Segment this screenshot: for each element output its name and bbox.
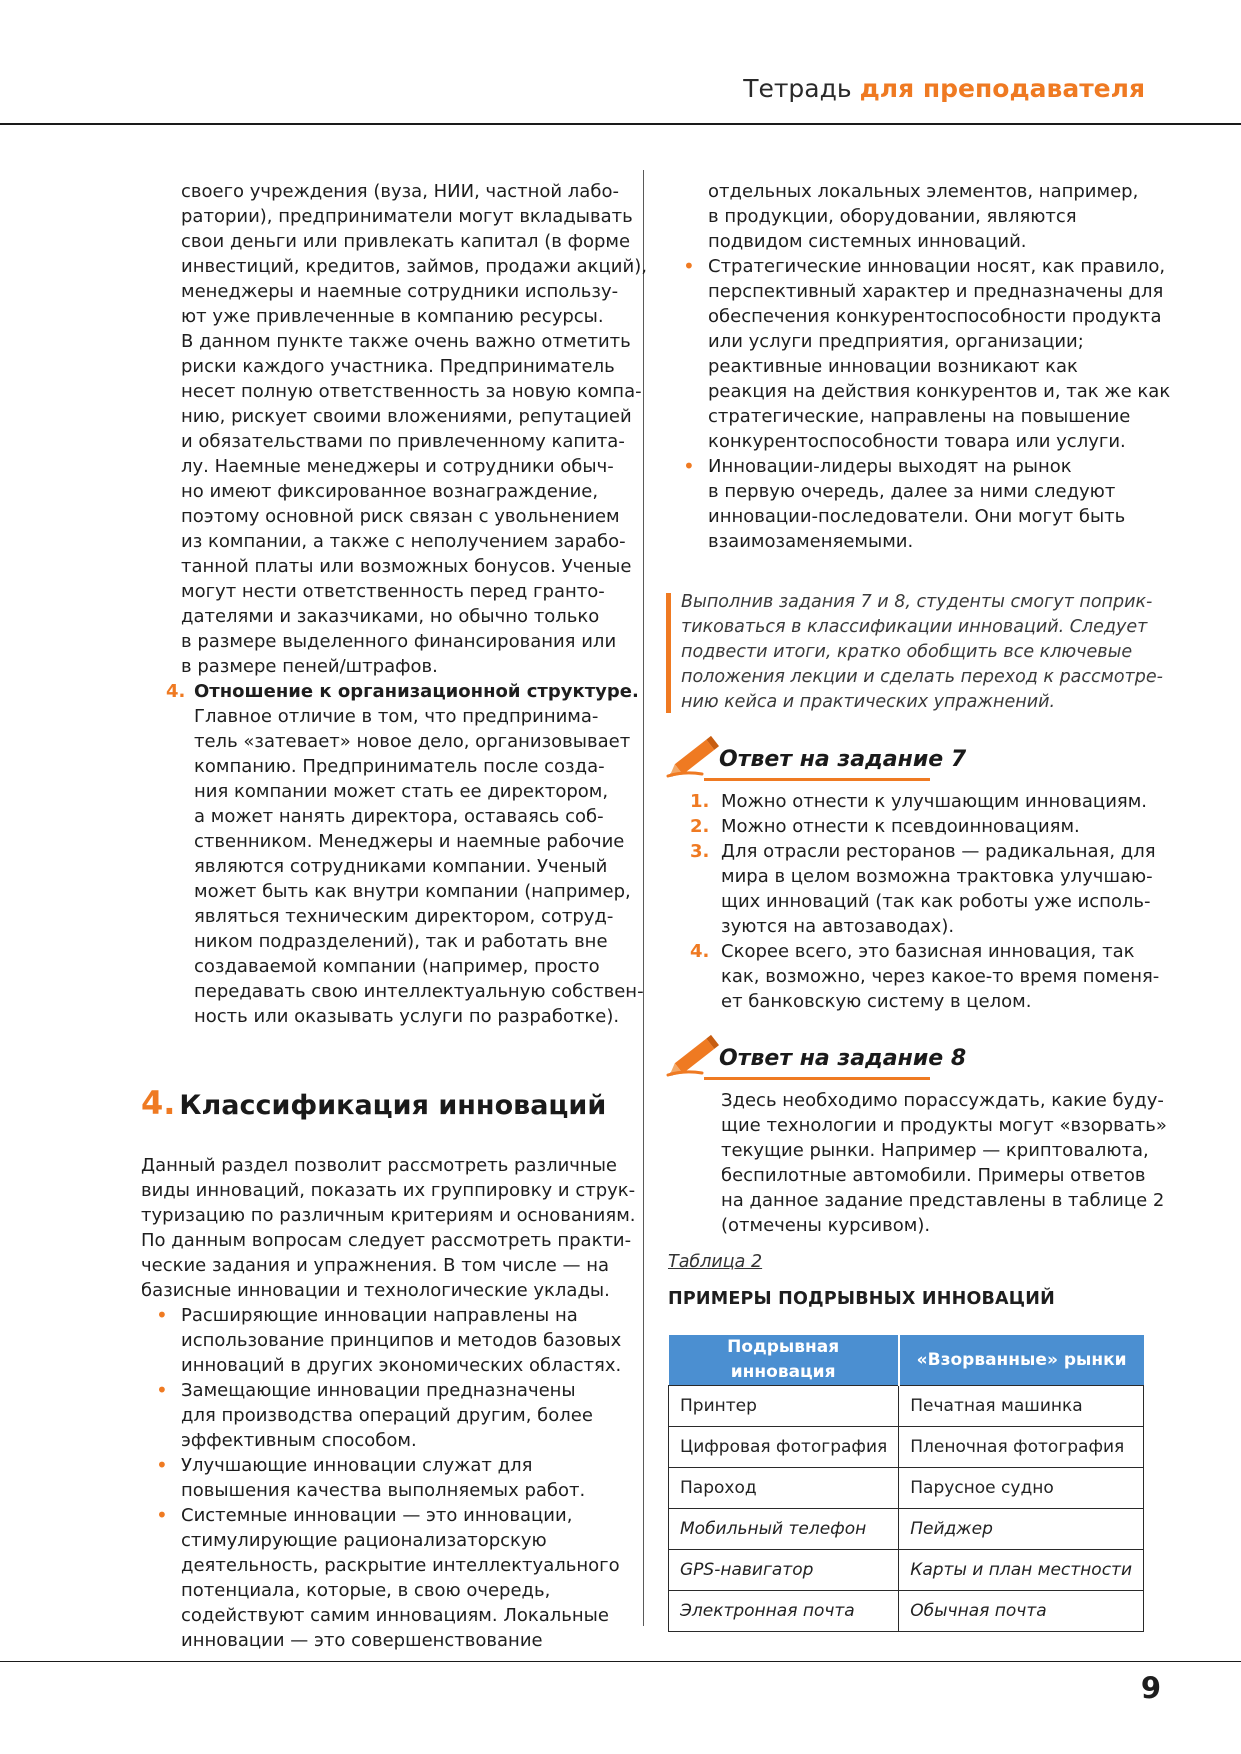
text-line: • Замещающие инновации предназначены <box>181 1380 576 1401</box>
text-line: ния компании может стать ее директором, <box>194 781 609 802</box>
text-line: деятельность, раскрытие интеллектуального <box>181 1555 620 1576</box>
answer-7-heading <box>668 737 1148 781</box>
table-header-row <box>669 1335 1144 1386</box>
text-line: в размере выделенного финансирования или <box>181 631 617 652</box>
table-cell: Пароход <box>669 1468 899 1509</box>
list-item <box>154 1503 629 1653</box>
table-cell: GPS-навигатор <box>669 1550 899 1591</box>
text-line: ником подразделений), так и работать вне <box>194 931 608 952</box>
table-cell: Обычная почта <box>899 1591 1144 1632</box>
text-line: компанию. Предприниматель после созда- <box>194 756 605 777</box>
table-cell: Парусное судно <box>899 1468 1144 1509</box>
text-line: тель «затевает» новое дело, организовывает <box>194 731 631 752</box>
item-number: 1. <box>690 791 710 812</box>
text-line: являться техническим директором, сотруд- <box>194 906 614 927</box>
column-divider <box>643 170 644 1626</box>
text-line: инвестиций, кредитов, займов, продажи акций), <box>181 256 647 277</box>
pencil-icon <box>666 1032 724 1078</box>
header-title-accent: для преподавателя <box>859 74 1145 103</box>
answer-item <box>668 939 1160 1014</box>
text-line: Можно отнести к улучшающим инновациям. <box>721 791 1148 812</box>
text-line: может быть как внутри компании (например, <box>194 881 631 902</box>
item-number: 4. <box>166 681 186 702</box>
text-line: инновации-последователи. Они могут быть <box>708 506 1126 527</box>
section-title: Классификация инноваций <box>179 1090 607 1121</box>
text-line: могут нести ответственность перед гранто- <box>181 581 605 602</box>
section-intro-paragraph <box>141 1153 636 1303</box>
item-number: 3. <box>690 841 710 862</box>
table-title: ПРИМЕРЫ ПОДРЫВНЫХ ИННОВАЦИЙ <box>668 1289 1055 1309</box>
column-header: «Взорванные» рынки <box>899 1335 1144 1386</box>
text-line: ственником. Менеджеры и наемные рабочие <box>194 831 625 852</box>
table-cell: Мобильный телефон <box>669 1509 899 1550</box>
text-line: Скорее всего, это базисная инновация, так <box>721 941 1135 962</box>
table-cell: Карты и план местности <box>899 1550 1144 1591</box>
text-line: ческие задания и упражнения. В том числе — на <box>141 1255 610 1276</box>
text-line: • Улучшающие инновации служат для <box>181 1455 533 1476</box>
text-line: ность или оказывать услуги по разработке). <box>194 1006 620 1027</box>
text-line: но имеют фиксированное вознаграждение, <box>181 481 599 502</box>
answer-8-title: Ответ на задание 8 <box>719 1046 967 1071</box>
text-line: стратегические, направлены на повышение <box>708 406 1131 427</box>
text-line: щие технологии и продукты могут «взорвать» <box>721 1115 1167 1136</box>
innovation-types-list <box>141 1303 629 1653</box>
list-item <box>154 1378 629 1453</box>
table-row <box>669 1468 1144 1509</box>
text-line: обеспечения конкурентоспособности продукта <box>708 306 1162 327</box>
text-line: Главное отличие в том, что предпринима- <box>194 706 599 727</box>
text-line: перспективный характер и предназначены для <box>708 281 1164 302</box>
text-line: поэтому основной риск связан с увольнением <box>181 506 620 527</box>
table-row <box>669 1427 1144 1468</box>
text-line: ратории), предприниматели могут вкладывать <box>181 206 633 227</box>
text-line: Для отрасли ресторанов — радикальная, для <box>721 841 1156 862</box>
answer-8-paragraph <box>668 1088 1167 1238</box>
text-line: • Стратегические инновации носят, как правило, <box>708 256 1166 277</box>
text-line: щих инноваций (так как роботы уже исполь- <box>721 891 1151 912</box>
text-line: в первую очередь, далее за ними следуют <box>708 481 1116 502</box>
text-line: По данным вопросам следует рассмотреть практи- <box>141 1230 632 1251</box>
text-line: виды инноваций, показать их группировку и струк- <box>141 1180 636 1201</box>
text-line: из компании, а также с неполучением зарабо- <box>181 531 626 552</box>
header-rule <box>0 123 1241 125</box>
text-line: взаимозаменяемыми. <box>708 531 914 552</box>
text-line: положения лекции и сделать переход к рассмотре- <box>681 667 1163 687</box>
text-line: являются сотрудниками компании. Ученый <box>194 856 608 877</box>
answer-7-list <box>668 789 1160 1014</box>
answer-item <box>668 839 1156 939</box>
table-cell: Цифровая фотография <box>669 1427 899 1468</box>
text-line: менеджеры и наемные сотрудники использу- <box>181 281 619 302</box>
table-cell: Печатная машинка <box>899 1386 1144 1427</box>
text-line: подвидом системных инноваций. <box>708 231 1027 252</box>
text-line: Можно отнести к псевдоинновациям. <box>721 816 1080 837</box>
column-header: Подрывная инновация <box>669 1335 899 1386</box>
text-line: как, возможно, через какое-то время поменя- <box>721 966 1160 987</box>
teacher-note <box>666 590 1163 715</box>
table-row <box>669 1386 1144 1427</box>
text-line: тиковаться в классификации инноваций. Следует <box>681 617 1148 637</box>
numbered-item-4 <box>141 679 644 1029</box>
list-item <box>681 454 1148 554</box>
item-number: 4. <box>690 941 710 962</box>
text-line: инновации — это совершенствование <box>181 1630 543 1651</box>
text-line: реакция на действия конкурентов и, так же как <box>708 381 1171 402</box>
text-line: танной платы или возможных бонусов. Ученые <box>181 556 632 577</box>
text-line: передавать свою интеллектуальную собствен- <box>194 981 644 1002</box>
text-line: В данном пункте также очень важно отметить <box>181 331 631 352</box>
table-row <box>669 1591 1144 1632</box>
heading-underline <box>704 778 930 781</box>
text-line: а может нанять директора, оставаясь соб- <box>194 806 604 827</box>
item-heading: Отношение к организационной структуре. <box>194 681 639 702</box>
answer-8-heading <box>668 1036 1148 1080</box>
pencil-icon <box>666 733 724 779</box>
list-item <box>154 1453 629 1503</box>
text-line: в размере пеней/штрафов. <box>181 656 438 677</box>
text-line: текущие рынки. Например — криптовалюта, <box>721 1140 1149 1161</box>
section-number: 4. <box>141 1084 176 1122</box>
text-line: потенциала, которые, в свою очередь, <box>181 1580 551 1601</box>
text-line: реактивные инновации возникают как <box>708 356 1078 377</box>
text-line: или услуги предприятия, организации; <box>708 331 1084 352</box>
text-line: туризацию по различным критериям и основаниям. <box>141 1205 636 1226</box>
table-cell: Принтер <box>669 1386 899 1427</box>
text-line: • Системные инновации — это инновации, <box>181 1505 573 1526</box>
text-line: (отмечены курсивом). <box>721 1215 931 1236</box>
page-number: 9 <box>1140 1671 1161 1705</box>
left-intro-paragraph <box>141 179 647 679</box>
answer-item <box>668 789 1148 814</box>
text-line: риски каждого участника. Предприниматель <box>181 356 615 377</box>
text-line: ет банковскую систему в целом. <box>721 991 1032 1012</box>
answer-7-title: Ответ на задание 7 <box>719 747 967 772</box>
disruptive-innovations-table <box>668 1335 1144 1632</box>
text-line: ют уже привлеченные в компанию ресурсы. <box>181 306 604 327</box>
table-row <box>669 1550 1144 1591</box>
text-line: инноваций в других экономических областях. <box>181 1355 622 1376</box>
text-line: зуются на автозаводах). <box>721 916 955 937</box>
text-line: Данный раздел позволит рассмотреть различные <box>141 1155 617 1176</box>
text-line: использование принципов и методов базовых <box>181 1330 622 1351</box>
text-line: беспилотные автомобили. Примеры ответов <box>721 1165 1146 1186</box>
table-caption: Таблица 2 <box>668 1252 763 1272</box>
right-continuation-paragraph <box>668 179 1148 254</box>
table-cell: Электронная почта <box>669 1591 899 1632</box>
text-line: несет полную ответственность за новую компа- <box>181 381 642 402</box>
text-line: и обязательствами по привлеченному капита- <box>181 431 625 452</box>
header-title-plain: Тетрадь <box>743 74 852 103</box>
item-number: 2. <box>690 816 710 837</box>
text-line: своего учреждения (вуза, НИИ, частной лабо- <box>181 181 619 202</box>
text-line: базисные инновации и технологические уклады. <box>141 1280 610 1301</box>
text-line: дателями и заказчиками, но обычно только <box>181 606 600 627</box>
right-column <box>668 179 1171 1632</box>
text-line: стимулирующие рационализаторскую <box>181 1530 547 1551</box>
text-line: в продукции, оборудовании, являются <box>708 206 1077 227</box>
text-line: Выполнив задания 7 и 8, студенты смогут поприк- <box>681 592 1153 612</box>
table-cell: Пейджер <box>899 1509 1144 1550</box>
list-item <box>681 254 1171 454</box>
heading-underline <box>704 1077 930 1080</box>
text-line: для производства операций другим, более <box>181 1405 593 1426</box>
footer-rule <box>0 1661 1241 1662</box>
text-line: нию кейса и практических упражнений. <box>681 692 1056 712</box>
text-line: подвести итоги, кратко обобщить все ключевые <box>681 642 1133 662</box>
text-line: лу. Наемные менеджеры и сотрудники обыч- <box>181 456 614 477</box>
text-line: на данное задание представлены в таблице 2 <box>721 1190 1165 1211</box>
right-bullet-list <box>668 254 1171 554</box>
text-line: Здесь необходимо порассуждать, какие буду- <box>721 1090 1164 1111</box>
list-item <box>154 1303 629 1378</box>
text-line: конкурентоспособности товара или услуги. <box>708 431 1126 452</box>
table-cell: Пленочная фотография <box>899 1427 1144 1468</box>
text-line: содействуют самим инновациям. Локальные <box>181 1605 609 1626</box>
section-heading <box>141 1085 629 1124</box>
text-line: создаваемой компании (например, просто <box>194 956 600 977</box>
text-line: свои деньги или привлекать капитал (в форме <box>181 231 631 252</box>
answer-item <box>668 814 1148 839</box>
text-line: • Расширяющие инновации направлены на <box>181 1305 578 1326</box>
table-row <box>669 1509 1144 1550</box>
text-line: отдельных локальных элементов, например, <box>708 181 1139 202</box>
text-line: эффективным способом. <box>181 1430 417 1451</box>
text-line: повышения качества выполняемых работ. <box>181 1480 586 1501</box>
text-line: нию, рискует своими вложениями, репутацией <box>181 406 632 427</box>
text-line: мира в целом возможна трактовка улучшаю- <box>721 866 1153 887</box>
left-column <box>141 179 647 1653</box>
page-header-title <box>743 74 1145 103</box>
text-line: • Инновации-лидеры выходят на рынок <box>708 456 1072 477</box>
